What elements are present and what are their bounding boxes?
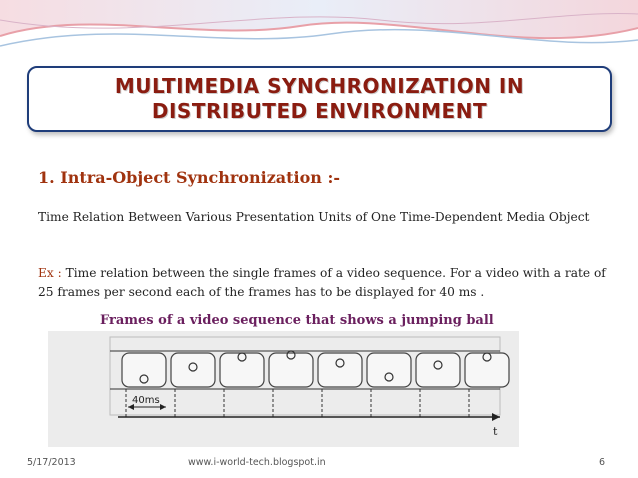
title-line-2: DISTRIBUTED ENVIRONMENT: [151, 99, 488, 123]
video-frame: [122, 353, 166, 387]
video-frame: [220, 353, 264, 387]
footer-site: www.i-world-tech.blogspot.in: [188, 457, 326, 468]
example-label: Ex :: [38, 266, 62, 280]
video-frame: [269, 353, 313, 387]
example-paragraph: [38, 264, 608, 302]
video-frames-figure: [48, 331, 519, 447]
video-frame: [367, 353, 411, 387]
definition-text: Time Relation Between Various Presentation Units of One Time-Dependent Media Object: [38, 210, 590, 224]
interval-label: 40ms: [132, 395, 160, 406]
footer-date: 5/17/2013: [27, 457, 76, 468]
example-text: Time relation between the single frames of a video sequence. For a video with a rate of 25 frames per second each of the frames has to be displayed for 40 ms .: [38, 266, 606, 299]
video-frame: [416, 353, 460, 387]
time-axis-label: t: [493, 425, 498, 438]
title-box: [27, 66, 612, 132]
video-frame: [465, 353, 509, 387]
figure-caption: Frames of a video sequence that shows a jumping ball: [100, 313, 494, 328]
footer-page-number: 6: [599, 457, 606, 468]
video-frame: [318, 353, 362, 387]
section-heading: 1. Intra-Object Synchronization :-: [38, 168, 341, 187]
video-frames-diagram: [48, 331, 519, 447]
video-frame: [171, 353, 215, 387]
title-line-1: MULTIMEDIA SYNCHRONIZATION IN: [114, 74, 525, 98]
